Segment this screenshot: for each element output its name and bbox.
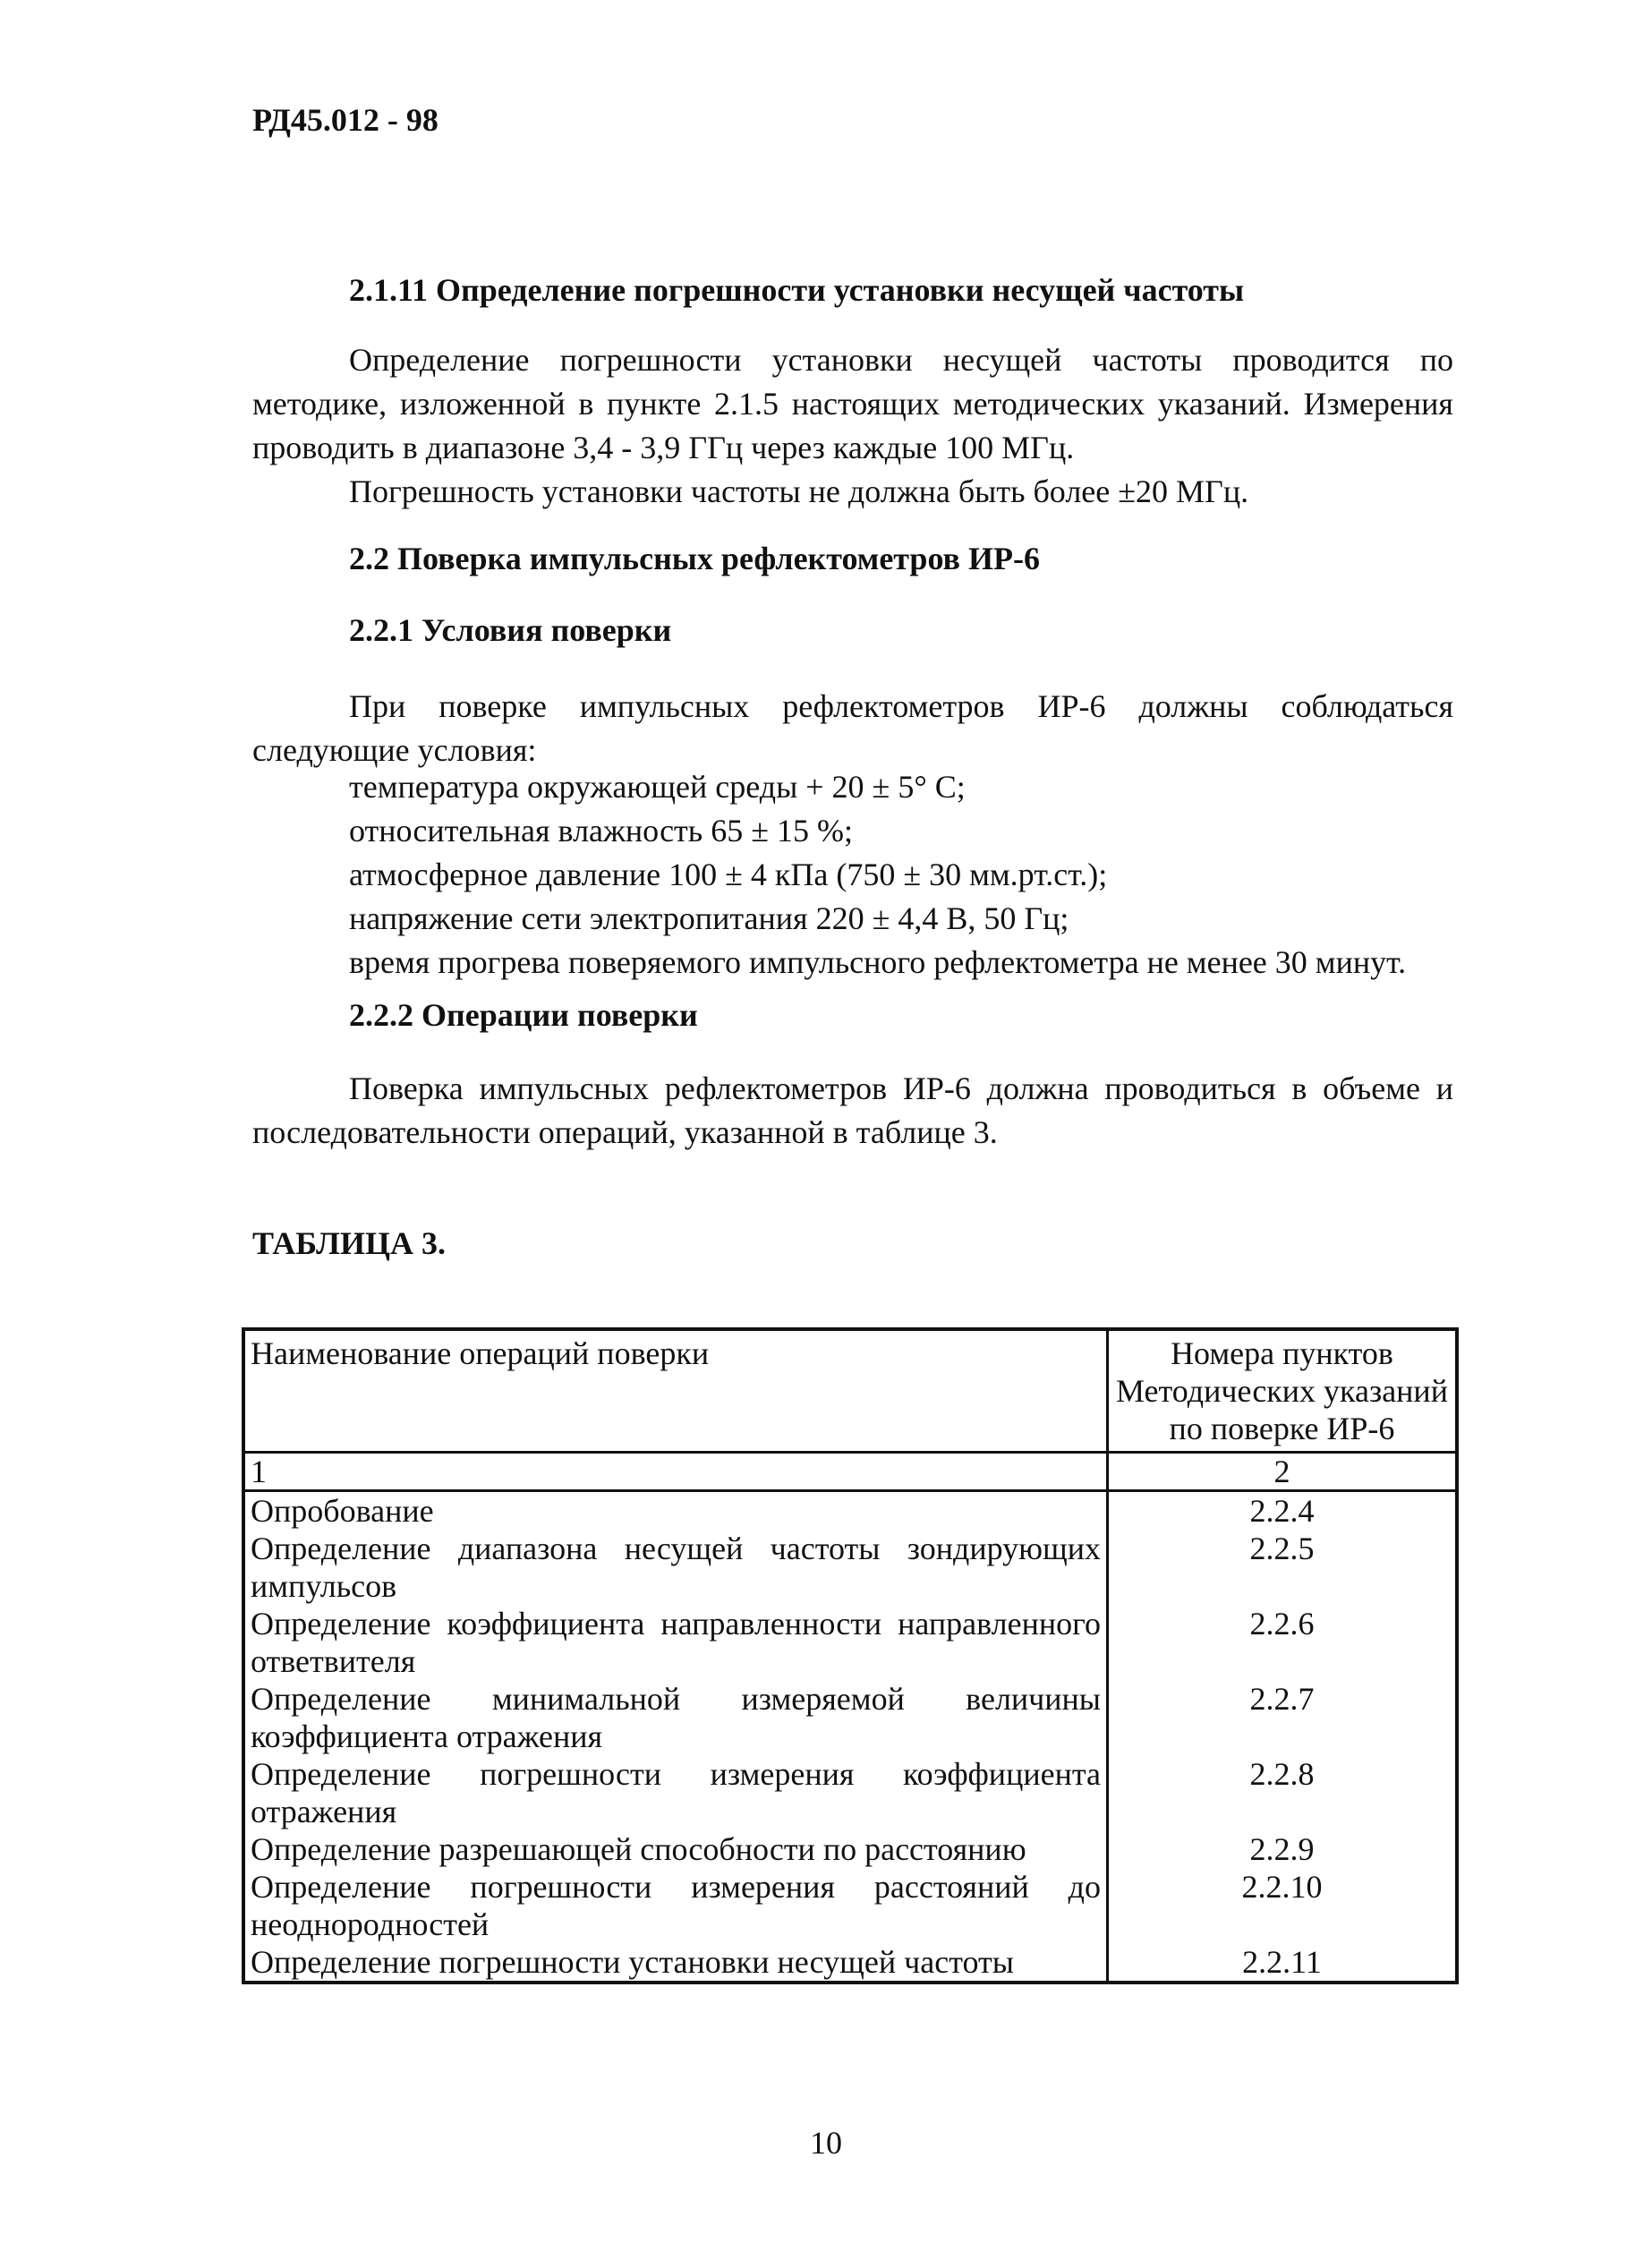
condition-item: температура окружающей среды + 20 ± 5° С; xyxy=(349,769,966,805)
operation-ref: 2.2.8 xyxy=(1249,1756,1315,1792)
column-number-1: 1 xyxy=(243,1453,1108,1491)
table-column-number-row xyxy=(243,1453,1457,1491)
operation-name: Определение минимальной измеряемой величины коэффициента отражения xyxy=(243,1680,1108,1755)
table-row xyxy=(243,1530,1457,1605)
paragraph-conditions-intro: При поверке импульсных рефлектометров ИР-6 должны соблюдаться следующие условия: xyxy=(252,688,1453,768)
heading-2-2-2: 2.2.2 Операции поверки xyxy=(349,997,698,1033)
operation-ref: 2.2.6 xyxy=(1249,1606,1315,1642)
operation-ref: 2.2.11 xyxy=(1242,1944,1322,1980)
condition-item: время прогрева поверяемого импульсного рефлектометра не менее 30 минут. xyxy=(349,944,1407,980)
operation-name: Определение погрешности измерения расстояний до неоднородностей xyxy=(243,1868,1108,1943)
column-header-references: Номера пунктов Методических указаний по поверке ИР-6 xyxy=(1108,1329,1458,1453)
table-row xyxy=(243,1755,1457,1830)
operation-name: Определение погрешности установки несущей частоты xyxy=(243,1943,1108,1983)
document-code: РД45.012 - 98 xyxy=(252,102,439,138)
operation-ref: 2.2.7 xyxy=(1249,1681,1315,1717)
operation-ref: 2.2.4 xyxy=(1249,1493,1315,1529)
page-number: 10 xyxy=(810,2125,842,2161)
table-row xyxy=(243,1491,1457,1531)
paragraph-2-1-11-tolerance: Погрешность установки частоты не должна быть более ±20 МГц. xyxy=(349,473,1249,509)
condition-item: атмосферное давление 100 ± 4 кПа (750 ± 30 мм.рт.ст.); xyxy=(349,857,1108,892)
table-row xyxy=(243,1868,1457,1943)
heading-2-1-11: 2.1.11 Определение погрешности установки несущей частоты xyxy=(349,272,1245,308)
heading-2-2-1: 2.2.1 Условия поверки xyxy=(349,612,672,648)
operation-name: Определение разрешающей способности по расстоянию xyxy=(243,1830,1108,1868)
table-row xyxy=(243,1680,1457,1755)
operation-name: Определение коэффициента направленности направленного ответвителя xyxy=(243,1605,1108,1680)
table-caption: ТАБЛИЦА 3. xyxy=(252,1225,446,1261)
column-number-2: 2 xyxy=(1108,1453,1458,1491)
operation-ref: 2.2.10 xyxy=(1241,1869,1323,1905)
operations-table xyxy=(242,1327,1459,1984)
column-header-operations: Наименование операций поверки xyxy=(243,1329,1108,1453)
heading-2-2: 2.2 Поверка импульсных рефлектометров ИР-6 xyxy=(349,541,1040,576)
table-row xyxy=(243,1605,1457,1680)
table-row xyxy=(243,1830,1457,1868)
condition-item: напряжение сети электропитания 220 ± 4,4 В, 50 Гц; xyxy=(349,900,1069,936)
paragraph-operations: Поверка импульсных рефлектометров ИР-6 должна проводиться в объеме и последовательности операций, указанной в таблице 3. xyxy=(252,1070,1453,1150)
condition-item: относительная влажность 65 ± 15 %; xyxy=(349,813,853,849)
operation-name: Определение диапазона несущей частоты зондирующих импульсов xyxy=(243,1530,1108,1605)
table-row xyxy=(243,1943,1457,1983)
paragraph-2-1-11-method: Определение погрешности установки несущей частоты проводится по методике, изложенной в пункте 2.1.5 настоящих методических указаний. Измерения проводить в диапазоне 3,4 - 3,9 ГГц через каждые 100 МГц. xyxy=(252,342,1453,465)
operation-ref: 2.2.5 xyxy=(1249,1531,1315,1566)
table-header-row xyxy=(243,1329,1457,1453)
operation-name: Опробование xyxy=(243,1491,1108,1531)
operation-name: Определение погрешности измерения коэффициента отражения xyxy=(243,1755,1108,1830)
operation-ref: 2.2.9 xyxy=(1249,1831,1315,1867)
